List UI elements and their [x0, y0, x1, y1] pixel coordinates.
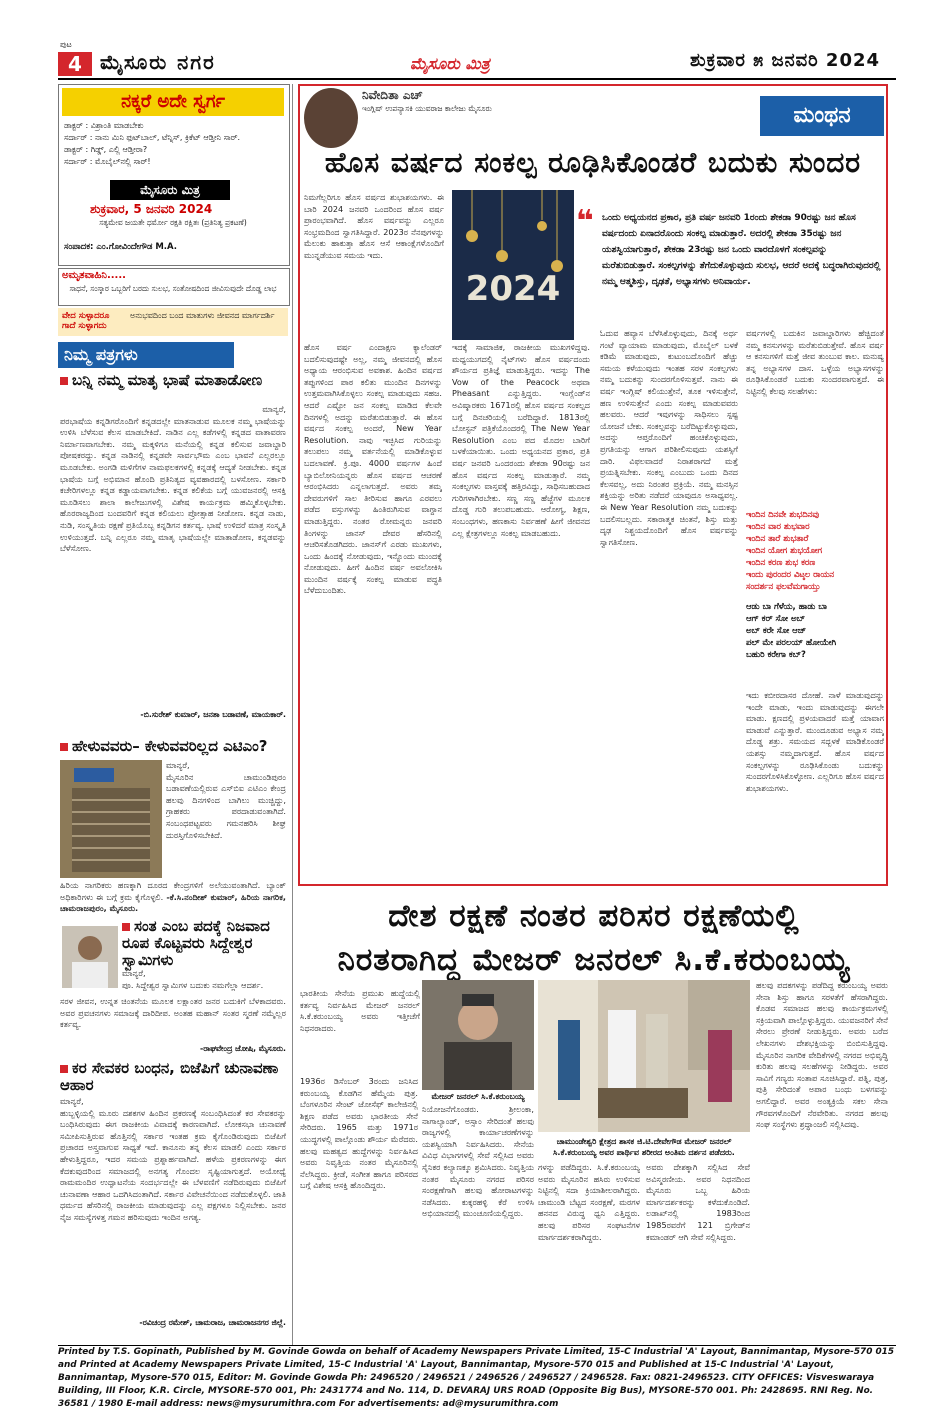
letter-1-body: ಮಾನ್ಯರೆ, ಪರಭಾಷೆಯ ಕನ್ನಡಿಗರೊಂದಿಗೆ ಕನ್ನಡದಲ್ಲೇ ಮಾತನಾಡುವ ಮೂಲಕ ನಮ್ಮ ಭಾಷೆಯನ್ನು ಉಳಿಸಿ ಬೆಳೆಸುವ ಕೆಲಸ ಮಾಡಬೇಕಿದೆ. ನಾಡಿನ ಎಲ್ಲ ಕಡೆಗಳಲ್ಲಿ ಕನ್ನಡದ ವಾತಾವರಣ ನಿರ್ಮಾಣವಾಗಬೇಕು. ನಮ್ಮ ಮಕ್ಕಳಿಗೂ ಮನೆಯಲ್ಲಿ ಕನ್ನಡ ಕಲಿಸುವ ಜವಾಬ್ದಾರಿ ಪೋಷಕರದ್ದು. ಕನ್ನಡ ನಾಡಿನಲ್ಲಿ ಕನ್ನಡವೇ ಸಾರ್ವಭೌಮ ಎಂಬ ಭಾವನೆ ಎಲ್ಲರಲ್ಲೂ ಮೂಡಬೇಕು. ಅಂಗಡಿ ಮಳಿಗೆಗಳ ನಾಮಫಲಕಗಳಲ್ಲಿ ಕನ್ನಡಕ್ಕೆ ಆದ್ಯತೆ ನೀಡಬೇಕು. ಕನ್ನಡ ಭಾಷೆಯ ಬಗ್ಗೆ ಅಭಿಮಾನ ಹೊಂದಿ ಪ್ರತಿನಿತ್ಯದ ವ್ಯವಹಾರದಲ್ಲಿ ಬಳಸೋಣ. ಸರ್ಕಾರಿ ಕಚೇರಿಗಳಲ್ಲೂ ಕನ್ನಡ ಕಡ್ಡಾಯವಾಗಬೇಕು. ಕನ್ನಡ ಕಲಿಕೆಯ ಬಗ್ಗೆ ಯುವಜನರಲ್ಲಿ ಆಸಕ್ತಿ ಮೂಡಿಸಲು ಶಾಲಾ ಕಾಲೇಜುಗಳಲ್ಲಿ ವಿಶೇಷ ಕಾರ್ಯಕ್ರಮ ಹಮ್ಮಿಕೊಳ್ಳಬೇಕು. ಹೊರರಾಜ್ಯದಿಂದ ಬಂದವರಿಗೆ ಕನ್ನಡ ಕಲಿಯಲು ಪ್ರೋತ್ಸಾಹ ನೀಡೋಣ. ಕನ್ನಡ ನಾಡು, ನುಡಿ, ಸಂಸ್ಕೃತಿಯ ರಕ್ಷಣೆ ಪ್ರತಿಯೊಬ್ಬ ಕನ್ನಡಿಗನ ಕರ್ತವ್ಯ. ಭಾಷೆ ಉಳಿದರೆ ಮಾತ್ರ ಸಂಸ್ಕೃತಿ ಉಳಿಯುತ್ತದೆ. ಬನ್ನಿ ಎಲ್ಲರೂ ನಮ್ಮ ಮಾತೃ ಭಾಷೆಯಲ್ಲೇ ಮಾತಾಡೋಣ, ಕನ್ನಡವನ್ನು ಬೆಳೆಸೋಣ. [60, 404, 286, 554]
quote-icon: ❝ [576, 204, 594, 239]
page-section-label: ಮೈಸೂರು ನಗರ [100, 50, 216, 74]
manthana-headline: ಹೊಸ ವರ್ಷದ ಸಂಕಲ್ಪ ರೂಢಿಸಿಕೊಂಡರೆ ಬದುಕು ಸುಂದರ [324, 146, 862, 179]
bullet-icon [122, 923, 130, 931]
poem-line: ಪಲ್ ಮೇ ಪರಲಯ್ ಹೋಯೇಗಿ [746, 637, 837, 647]
poem-line: ಆಗ್ ಕರ್ ಸೋ ಅಬ್ [746, 613, 805, 623]
karumbaiah-col-e: ಹಲವು ಪದಕಗಳನ್ನು ಪಡೆದಿದ್ದ ಕರುಂಬಯ್ಯ ಅವರು ಸೇನಾ ಶಿಸ್ತು ಹಾಗೂ ಸರಳತೆಗೆ ಹೆಸರಾಗಿದ್ದರು. ಕೊಡವ ಸಮಾಜದ ಹಲವು ಕಾರ್ಯಕ್ರಮಗಳಲ್ಲಿ ಸಕ್ರಿಯವಾಗಿ ಪಾಲ್ಗೊಳ್ಳುತ್ತಿದ್ದರು. ಯುವಜನರಿಗೆ ಸೇನೆ ಸೇರಲು ಪ್ರೇರಣೆ ನೀಡುತ್ತಿದ್ದರು. ಅವರು ಬರೆದ ಲೇಖನಗಳು ದೇಶಭಕ್ತಿಯನ್ನು ಬಿಂಬಿಸುತ್ತಿದ್ದವು. ಮೈಸೂರಿನ ನಾಗರಿಕ ವೇದಿಕೆಗಳಲ್ಲಿ ನಗರದ ಅಭಿವೃದ್ಧಿ ಕುರಿತು ಹಲವು ಸಲಹೆಗಳನ್ನು ನೀಡಿದ್ದರು. ಅವರ ಸಾವಿಗೆ ಗಣ್ಯರು ಸಂತಾಪ ಸೂಚಿಸಿದ್ದಾರೆ. ಪತ್ನಿ, ಪುತ್ರ, ಪುತ್ರಿ ಸೇರಿದಂತೆ ಅಪಾರ ಬಂಧು ಬಳಗವನ್ನು ಅಗಲಿದ್ದಾರೆ. ಅವರ ಅಂತ್ಯಕ್ರಿಯೆ ಸಕಲ ಸೇನಾ ಗೌರವಗಳೊಂದಿಗೆ ನೆರವೇರಿತು. ನಗರದ ಹಲವು ಸಂಘ ಸಂಸ್ಥೆಗಳು ಶ್ರದ್ಧಾಂಜಲಿ ಸಲ್ಲಿಸಿದವು. [756, 980, 888, 1130]
amrutha-text: ಸಾಧನೆ, ಸಂಸ್ಕಾರ ಒಬ್ಬರಿಗೆ ಬರದು ಸುಲಭ, ಸಂತೋಷದಿಂದ ಜೀವಿಸುವುದೇ ದೊಡ್ಡ ಲಾಭ [69, 284, 277, 293]
karumbaiah-col-d: ಅವರು ದೇಶಕ್ಕಾಗಿ ಸಲ್ಲಿಸಿದ ಸೇವೆ ಅವಿಸ್ಮರಣೀಯ. ಅವರ ನಿಧನದಿಂದ ಮೈಸೂರು ಒಬ್ಬ ಹಿರಿಯ ಮಾರ್ಗದರ್ಶಕರನ್ನು ಕಳೆದುಕೊಂಡಿದೆ. ಲಡಾಖ್‌ನಲ್ಲಿ 1983ರಿಂದ 1985ರವರೆಗೆ 121 ಬ್ರಿಗೇಡ್‌ನ ಕಮಾಂಡರ್ ಆಗಿ ಸೇವೆ ಸಲ್ಲಿಸಿದ್ದರು. [646, 1162, 750, 1242]
bullet-icon [60, 377, 68, 385]
manthana-col-2: ಇದಕ್ಕೆ ಸಾಮಾಜಿಕ, ರಾಜಕೀಯ ಮುಖಗಳಿದ್ದವು. ಮಧ್ಯಯುಗದಲ್ಲಿ ನೈಟ್‌ಗಳು ಹೊಸ ವರ್ಷದಂದು ಶೌರ್ಯದ ಪ್ರತಿಜ್ಞೆ ಮಾಡುತ್ತಿದ್ದರು. ಇದನ್ನು The Vow of the Peacock ಅಥವಾ Pheasant ಎನ್ನುತ್ತಿದ್ದರು. ಇಂಗ್ಲೆಂಡ್‌ನ ಅವಿಷ್ಕಾರಕರು 1671ರಲ್ಲಿ ಹೊಸ ವರ್ಷದ ಸಂಕಲ್ಪದ ಬಗ್ಗೆ ದಿನಚರಿಯಲ್ಲಿ ಬರೆದಿದ್ದಾರೆ. 1813ರಲ್ಲಿ ಬೋಸ್ಟನ್ ಪತ್ರಿಕೆಯೊಂದರಲ್ಲಿ The New Year Resolution ಎಂಬ ಪದ ಮೊದಲ ಬಾರಿಗೆ ಬಳಕೆಯಾಯಿತು. ಒಂದು ಅಧ್ಯಯನದ ಪ್ರಕಾರ, ಪ್ರತಿ ವರ್ಷ ಜನವರಿ ಒಂದರಂದು ಶೇಕಡಾ 90ರಷ್ಟು ಜನ ಹೊಸ ವರ್ಷದ ಸಂಕಲ್ಪ ಮಾಡುತ್ತಾರೆ. ನಮ್ಮ ಸಂಕಲ್ಪಗಳು ವಾಸ್ತವಕ್ಕೆ ಹತ್ತಿರವಿದ್ದು, ಸಾಧಿಸಬಹುದಾದ ಗುರಿಗಳಾಗಿರಬೇಕು. ಸಣ್ಣ ಸಣ್ಣ ಹೆಜ್ಜೆಗಳ ಮೂಲಕ ದೊಡ್ಡ ಗುರಿ ತಲುಪಬಹುದು. ಆರೋಗ್ಯ, ಶಿಕ್ಷಣ, ಸಂಬಂಧಗಳು, ಹಣಕಾಸು ನಿರ್ವಹಣೆ ಹೀಗೆ ಜೀವನದ ಎಲ್ಲ ಕ್ಷೇತ್ರಗಳಲ್ಲೂ ಸಂಕಲ್ಪ ಮಾಡಬಹುದು. [452, 342, 590, 538]
manthana-col-1-top: ನಿಮಗೆಲ್ಲರಿಗೂ ಹೊಸ ವರ್ಷದ ಶುಭಾಶಯಗಳು. ಈ ಬಾರಿ 2024 ಜನವರಿ ಒಂದರಿಂದ ಹೊಸ ವರ್ಷ ಪ್ರಾರಂಭವಾಗಿದೆ. ಹೊಸ ವರ್ಷವನ್ನು ಎಲ್ಲರೂ ಸಂಭ್ರಮದಿಂದ ಸ್ವಾಗತಿಸಿದ್ದಾರೆ. 2023ರ ನೆನಪುಗಳನ್ನು ಮೆಲುಕು ಹಾಕುತ್ತಾ ಹೊಸ ಆಸೆ ಆಕಾಂಕ್ಷೆಗಳೊಂದಿಗೆ ಮುನ್ನಡೆಯುವ ಸಮಯ ಇದು. [304, 192, 444, 260]
manthana-col-4: ವರ್ಷಗಳಲ್ಲಿ ಬದುಕಿನ ಜವಾಬ್ದಾರಿಗಳು ಹೆಚ್ಚಿದಂತೆ ನಮ್ಮ ಕನಸುಗಳನ್ನು ಮರೆತುಬಿಡುತ್ತೇವೆ. ಹೊಸ ವರ್ಷ ಆ ಕನಸುಗಳಿಗೆ ಮತ್ತೆ ಜೀವ ತುಂಬುವ ಕಾಲ. ಮನುಷ್ಯ ತನ್ನ ಅಭ್ಯಾಸಗಳ ದಾಸ. ಒಳ್ಳೆಯ ಅಭ್ಯಾಸಗಳನ್ನು ರೂಢಿಸಿಕೊಂಡರೆ ಬದುಕು ಸುಂದರವಾಗುತ್ತದೆ. ಈ ನಿಟ್ಟಿನಲ್ಲಿ ಕೆಲವು ಸಲಹೆಗಳು: [746, 328, 884, 396]
karumbaiah-col-c: ಗಳನ್ನು ಪಡೆದಿದ್ದರು. ಸಿ.ಕೆ.ಕರುಂಬಯ್ಯ ಅವರು ಮೈಸೂರಿನ ಹಸಿರು ಉಳಿಸುವ ನಿಟ್ಟಿನಲ್ಲಿ ಸದಾ ಕ್ರಿಯಾಶೀಲರಾಗಿದ್ದರು. ಚಾಮುಂಡಿ ಬೆಟ್ಟದ ಸಂರಕ್ಷಣೆ, ಮರಗಳ ಹನನದ ವಿರುದ್ಧ ಧ್ವನಿ ಎತ್ತಿದ್ದರು. ಹಲವು ಪರಿಸರ ಸಂಘಟನೆಗಳ ಮಾರ್ಗದರ್ಶಕರಾಗಿದ್ದರು. [538, 1162, 640, 1242]
issue-info: ಸತ್ಯಮೇವ ಜಯತೇ ಧರ್ಮೋ ರಕ್ಷತಿ ರಕ್ಷಿತಃ (ಪ್ರತಿನಿತ್ಯ ಪ್ರಕಟಣೆ) [99, 218, 247, 227]
manthana-col-3: ಓದುವ ಹವ್ಯಾಸ ಬೆಳೆಸಿಕೊಳ್ಳುವುದು, ದಿನಕ್ಕೆ ಅರ್ಧ ಗಂಟೆ ವ್ಯಾಯಾಮ ಮಾಡುವುದು, ಮೊಬೈಲ್ ಬಳಕೆ ಕಡಿಮೆ ಮಾಡುವುದು, ಕುಟುಂಬದೊಂದಿಗೆ ಹೆಚ್ಚು ಸಮಯ ಕಳೆಯುವುದು ಇಂತಹ ಸರಳ ಸಂಕಲ್ಪಗಳು ನಮ್ಮ ಬದುಕನ್ನು ಸುಂದರಗೊಳಿಸುತ್ತವೆ. ನಾನು ಈ ವರ್ಷ ಇಂಗ್ಲಿಷ್ ಕಲಿಯುತ್ತೇನೆ, ತೂಕ ಇಳಿಸುತ್ತೇನೆ, ಹಣ ಉಳಿಸುತ್ತೇನೆ ಎಂದು ಸಂಕಲ್ಪ ಮಾಡುವವರು ಹಲವರು. ಆದರೆ ಇವುಗಳನ್ನು ಸಾಧಿಸಲು ಸ್ಪಷ್ಟ ಯೋಜನೆ ಬೇಕು. ಸಂಕಲ್ಪವನ್ನು ಬರೆದಿಟ್ಟುಕೊಳ್ಳುವುದು, ಅದನ್ನು ಆಪ್ತರೊಂದಿಗೆ ಹಂಚಿಕೊಳ್ಳುವುದು, ಪ್ರಗತಿಯನ್ನು ಆಗಾಗ ಪರಿಶೀಲಿಸುವುದು ಯಶಸ್ಸಿಗೆ ದಾರಿ. ವಿಫಲವಾದರೆ ನಿರಾಶರಾಗದೆ ಮತ್ತೆ ಪ್ರಯತ್ನಿಸಬೇಕು. ಸಂಕಲ್ಪ ಎಂಬುದು ಒಂದು ದಿನದ ಕೆಲಸವಲ್ಲ, ಅದು ನಿರಂತರ ಪ್ರಕ್ರಿಯೆ. ನಮ್ಮ ಮನಸ್ಸಿನ ಶಕ್ತಿಯನ್ನು ಅರಿತು ನಡೆದರೆ ಯಾವುದೂ ಅಸಾಧ್ಯವಲ್ಲ. ಈ New Year Resolution ನಮ್ಮ ಬದುಕನ್ನು ಬದಲಿಸಬಲ್ಲದು. ಸಕಾರಾತ್ಮಕ ಚಿಂತನೆ, ಶಿಸ್ತು ಮತ್ತು ದೃಢ ನಿಶ್ಚಯದೊಂದಿಗೆ ಹೊಸ ವರ್ಷವನ್ನು ಸ್ವಾಗತಿಸೋಣ. [600, 328, 738, 547]
tribute-photo [538, 980, 750, 1132]
karumbaiah-headline: ದೇಶ ರಕ್ಷಣೆ ನಂತರ ಪರಿಸರ ರಕ್ಷಣೆಯಲ್ಲಿ ನಿರತರಾಗಿದ್ದ ಮೇಜರ್ ಜನರಲ್ ಸಿ.ಕೆ.ಕರುಂಬಯ್ಯ [337, 898, 851, 978]
editor-name: ಸಂಪಾದಕ: ಎಂ.ಗೋವಿಂದೇಗೌಡ M.A. [64, 242, 177, 252]
manthana-badge: ಮಂಥನ [760, 96, 884, 136]
letter-2-body: ಮಾನ್ಯರೆ, ಮೈಸೂರಿನ ಚಾಮುಂಡಿಪುರಂ ಬಡಾವಣೆಯಲ್ಲಿರುವ ಎಸ್‌ಬಿಐ ಎಟಿಎಂ ಕೇಂದ್ರ ಹಲವು ದಿನಗಳಿಂದ ಬಾಗಿಲು ಮುಚ್ಚಿದ್ದು, ಗ್ರಾಹಕರು ಪರದಾಡುವಂತಾಗಿದೆ. ಸಂಬಂಧಪಟ್ಟವರು ಗಮನಹರಿಸಿ ಶೀಘ್ರ ದುರಸ್ತಿಗೊಳಿಸಬೇಕಿದೆ. [166, 760, 286, 840]
atm-photo [60, 760, 162, 878]
manthana-col-1: ಹೊಸ ವರ್ಷ ಎಂದಾಕ್ಷಣ ಕ್ಯಾಲೆಂಡರ್ ಬದಲಿಸುವುದಷ್ಟೇ ಅಲ್ಲ, ನಮ್ಮ ಜೀವನದಲ್ಲಿ ಹೊಸ ಅಧ್ಯಾಯ ಆರಂಭಿಸುವ ಅವಕಾಶ. ಹಿಂದಿನ ವರ್ಷದ ತಪ್ಪುಗಳಿಂದ ಪಾಠ ಕಲಿತು ಮುಂದಿನ ದಿನಗಳನ್ನು ಉತ್ತಮವಾಗಿಸಿಕೊಳ್ಳಲು ಸಂಕಲ್ಪ ಮಾಡುವುದು ಸಹಜ. ಆದರೆ ಎಷ್ಟೋ ಜನ ಸಂಕಲ್ಪ ಮಾಡಿದ ಕೆಲವೇ ದಿನಗಳಲ್ಲಿ ಅದನ್ನು ಮರೆತುಬಿಡುತ್ತಾರೆ. ಈ ಹೊಸ ವರ್ಷದ ಸಂಕಲ್ಪ ಅಂದರೆ, New Year Resolution. ನಾವು ಇಚ್ಛಿಸಿದ ಗುರಿಯನ್ನು ತಲುಪಲು ನಮ್ಮ ವರ್ತನೆಯಲ್ಲಿ ಮಾಡಿಕೊಳ್ಳುವ ಬದಲಾವಣೆ. ಕ್ರಿ.ಪೂ. 4000 ವರ್ಷಗಳ ಹಿಂದೆ ಬ್ಯಾಬಿಲೋನಿಯನ್ನರು ಹೊಸ ವರ್ಷದ ಆಚರಣೆ ಆರಂಭಿಸಿದರು ಎನ್ನಲಾಗುತ್ತದೆ. ಅವರು ತಮ್ಮ ದೇವರುಗಳಿಗೆ ಸಾಲ ತೀರಿಸುವ ಹಾಗೂ ಎರವಲು ಪಡೆದ ವಸ್ತುಗಳನ್ನು ಹಿಂತಿರುಗಿಸುವ ವಾಗ್ದಾನ ಮಾಡುತ್ತಿದ್ದರು. ನಂತರ ರೋಮನ್ನರು ಜನವರಿ ತಿಂಗಳನ್ನು ಜಾನಸ್ ದೇವರ ಹೆಸರಿನಲ್ಲಿ ಆಚರಿಸತೊಡಗಿದರು. ಜಾನಸ್‌ಗೆ ಎರಡು ಮುಖಗಳು, ಒಂದು ಹಿಂದಕ್ಕೆ ನೋಡುವುದು, ಇನ್ನೊಂದು ಮುಂದಕ್ಕೆ ನೋಡುವುದು. ಹೀಗೆ ಹಿಂದಿನ ವರ್ಷ ಅವಲೋಕಿಸಿ ಮುಂದಿನ ವರ್ಷಕ್ಕೆ ಸಂಕಲ್ಪ ಮಾಡುವ ಪದ್ಧತಿ ಬೆಳೆದುಬಂದಿತು. [304, 342, 442, 596]
new-year-illustration [452, 190, 574, 340]
masthead-small: ಮೈಸೂರು ಮಿತ್ರ [110, 180, 230, 200]
red-line: ಇಂದಿನ ಕರಣ ಶುಭ ಕರಣ [746, 557, 816, 567]
amrutha-title: ಅಮೃತವಾಹಿನಿ..... [62, 270, 126, 281]
proverb-right: ಅನುಭವದಿಂದ ಬಂದ ಮಾತುಗಳು ಜೀವನದ ಮಾರ್ಗದರ್ಶಿ [130, 311, 275, 320]
year-text: 2024 [465, 269, 561, 309]
masthead: ಮೈಸೂರು ಮಿತ್ರ [410, 54, 490, 73]
joke-line: ಡಾಕ್ಟರ್ : ಗಿಡ್ಡ್, ಎಲ್ಲಿ ಆಡ್ತೀರಾ? [64, 145, 148, 154]
red-line: ಇಂದಿನ ತಾರೆ ಶುಭತಾರೆ [746, 533, 809, 543]
karumbaiah-intro: ಭಾರತೀಯ ಸೇನೆಯ ಪ್ರಮುಖ ಹುದ್ದೆಯಲ್ಲಿ ಕರ್ತವ್ಯ ನಿರ್ವಹಿಸಿದ ಮೇಜರ್ ಜನರಲ್ ಸಿ.ಕೆ.ಕರುಂಬಯ್ಯ ಅವರು ಇತ್ತೀಚೆಗೆ ನಿಧನರಾದರು. [300, 988, 420, 1033]
karumbaiah-col-a: 1936ರ ಡಿಸೆಂಬರ್ 3ರಂದು ಜನಿಸಿದ ಕರುಂಬಯ್ಯ ಕೊಡಗಿನ ಹೆಮ್ಮೆಯ ಪುತ್ರ. ಬೆಂಗಳೂರಿನ ಸೇಂಟ್ ಜೋಸೆಫ್ ಕಾಲೇಜಿನಲ್ಲಿ ಶಿಕ್ಷಣ ಪಡೆದ ಅವರು ಭಾರತೀಯ ಸೇನೆ ಸೇರಿದರು. 1965 ಮತ್ತು 1971ರ ಯುದ್ಧಗಳಲ್ಲಿ ಪಾಲ್ಗೊಂಡು ಶೌರ್ಯ ಮೆರೆದರು. ಹಲವು ಮಹತ್ವದ ಹುದ್ದೆಗಳನ್ನು ನಿರ್ವಹಿಸಿದ ಅವರು ನಿವೃತ್ತಿಯ ನಂತರ ಮೈಸೂರಿನಲ್ಲಿ ನೆಲೆಸಿದ್ದರು. ಕ್ರೀಡೆ, ಸಂಗೀತ ಹಾಗೂ ಪರಿಸರದ ಬಗ್ಗೆ ವಿಶೇಷ ಆಸಕ್ತಿ ಹೊಂದಿದ್ದರು. [300, 1076, 418, 1191]
letter-4-signature: -ರವಿಚಂದ್ರ ರಮೇಶ್, ಚಾಮರಾಜ, ಚಾಮರಾಜನಗರ ಜಿಲ್ಲೆ. [139, 1318, 286, 1327]
karumbaiah-col-b: ನಿಯೋಜನೆಗೊಂಡರು. ಶ್ರೀಲಂಕಾ, ನಾಗಾಲ್ಯಾಂಡ್, ಅಸ್ಸಾಂ ಸೇರಿದಂತೆ ಹಲವು ರಾಜ್ಯಗಳಲ್ಲಿ ಕಾರ್ಯಾಚರಣೆಗಳನ್ನು ಯಶಸ್ವಿಯಾಗಿ ನಿರ್ವಹಿಸಿದರು. ಸೇನೆಯ ವಿವಿಧ ವಿಭಾಗಗಳಲ್ಲಿ ಸೇವೆ ಸಲ್ಲಿಸಿದ ಅವರು ಸೈನಿಕರ ಕಲ್ಯಾಣಕ್ಕೂ ಶ್ರಮಿಸಿದರು. ನಿವೃತ್ತಿಯ ನಂತರ ಮೈಸೂರು ನಗರದ ಪರಿಸರ ಸಂರಕ್ಷಣೆಗಾಗಿ ಹಲವು ಹೋರಾಟಗಳನ್ನು ನಡೆಸಿದರು. ಕುಕ್ಕರಹಳ್ಳಿ ಕೆರೆ ಉಳಿಸಿ ಅಭಿಯಾನದಲ್ಲಿ ಮುಂಚೂಣಿಯಲ್ಲಿದ್ದರು. [422, 1104, 534, 1219]
red-line: ಸಂದರ್ಶನ ಫಲವೆಮಗಾಯ್ತು [746, 581, 821, 591]
joke-line: ಡಾಕ್ಟರ್ : ವಿಶ್ರಾಂತಿ ಮಾಡಬೇಕು [64, 121, 144, 130]
author-name: ನಿವೇದಿತಾ ಎಚ್ [362, 88, 423, 102]
letter-3-body: ಸರಳ ಜೀವನ, ಉನ್ನತ ಚಿಂತನೆಯ ಮೂಲಕ ಲಕ್ಷಾಂತರ ಜನರ ಬದುಕಿಗೆ ಬೆಳಕಾದವರು. ಅವರ ಪ್ರವಚನಗಳು ಸಮಾಜಕ್ಕೆ ದಾರಿದೀಪ. ಅಂತಹ ಮಹಾನ್ ಸಂತರ ಸ್ಮರಣೆ ನಮ್ಮೆಲ್ಲರ ಕರ್ತವ್ಯ. [60, 996, 286, 1030]
letter-3-signature: -ರಾಘವೇಂದ್ರ ಜೋಷಿ, ಮೈಸೂರು. [199, 1044, 286, 1053]
author-photo [304, 88, 358, 148]
letter-2-body-cont: ಹಿರಿಯ ನಾಗರಿಕರು ಹಣಕ್ಕಾಗಿ ದೂರದ ಕೇಂದ್ರಗಳಿಗೆ ಅಲೆಯುವಂತಾಗಿದೆ. ಬ್ಯಾಂಕ್ ಅಧಿಕಾರಿಗಳು ಈ ಬಗ್ಗೆ ಕ್ರಮ ಕೈಗೊಳ್ಳಲಿ. -ಕೆ.ಸಿ.ನಂದೀಶ್ ಕುಮಾರ್, ಹಿರಿಯ ನಾಗರಿಕ, ಚಾಮರಾಜಪುರಂ, ಮೈಸೂರು. [60, 880, 286, 914]
letter-3-greeting: ಮಾನ್ಯರೆ, ಪೂ. ಸಿದ್ದೇಶ್ವರ ಸ್ವಾಮಿಗಳ ಬದುಕು ನಮಗೆಲ್ಲಾ ಆದರ್ಶ. [122, 968, 264, 990]
proverb-left: ವೇದ ಸುಳ್ಳಾದರೂ ಗಾದೆ ಸುಳ್ಳಾಗದು [62, 311, 110, 331]
purandara-lines [746, 508, 884, 592]
header-date: ಶುಕ್ರವಾರ ೫ ಜನವರಿ 2024 [690, 50, 881, 71]
page-number: 4 [58, 52, 92, 76]
letter-4-heading: ಕರ ಸೇವಕರ ಬಂಧನ, ಬಿಜೆಪಿಗೆ ಚುನಾವಣಾ ಆಹಾರ [60, 1059, 279, 1094]
red-line: ಇಂದಿನ ವಾರ ಶುಭವಾರ [746, 521, 810, 531]
red-line: ಇಂದಿನ ಯೋಗ ಶುಭಯೋಗ [746, 545, 823, 555]
bullet-icon [60, 743, 68, 751]
red-line: ಇಂದಿನ ದಿನವೇ ಶುಭದಿನವು [746, 509, 820, 519]
letters-section-header: ನಿಮ್ಮ ಪತ್ರಗಳು [58, 342, 234, 368]
manthana-col-4-bottom: ಇದು ಕಬೀರದಾಸರ ದೋಹೆ. ನಾಳೆ ಮಾಡುವುದನ್ನು ಇಂದೇ ಮಾಡು, ಇಂದು ಮಾಡುವುದನ್ನು ಈಗಲೇ ಮಾಡು. ಕ್ಷಣದಲ್ಲಿ ಪ್ರಳಯವಾದರೆ ಮತ್ತೆ ಯಾವಾಗ ಮಾಡುವೆ ಎನ್ನುತ್ತಾರೆ. ಮುಂದೂಡುವ ಅಭ್ಯಾಸ ನಮ್ಮ ದೊಡ್ಡ ಶತ್ರು. ಸಮಯದ ಸದ್ಬಳಕೆ ಮಾಡಿಕೊಂಡರೆ ಯಶಸ್ಸು ನಮ್ಮದಾಗುತ್ತದೆ. ಹೊಸ ವರ್ಷದ ಸಂಕಲ್ಪಗಳನ್ನು ರೂಢಿಸಿಕೊಂಡು ಬದುಕನ್ನು ಸುಂದರಗೊಳಿಸಿಕೊಳ್ಳೋಣ. ಎಲ್ಲರಿಗೂ ಹೊಸ ವರ್ಷದ ಶುಭಾಶಯಗಳು. [746, 690, 884, 793]
poem-line: ಅಬ್ ಕರೇ ಸೋ ಆಜ್ [746, 625, 807, 635]
joke-line: ಸರ್ದಾರ್ : ಮೊಬೈಲ್‌ನಲ್ಲಿ ಸಾರ್! [64, 157, 151, 166]
tribute-caption: ಚಾಮುಂಡೇಶ್ವರಿ ಕ್ಷೇತ್ರದ ಶಾಸಕ ಜಿ.ಟಿ.ದೇವೇಗೌಡ ಮೇಜರ್ ಜನರಲ್ ಸಿ.ಕೆ.ಕರುಂಬಯ್ಯ ಅವರ ಪಾರ್ಥಿವ ಶರೀರದ ಅಂತಿಮ ದರ್ಶನ ಪಡೆದರು. [553, 1137, 735, 1157]
page-prefix: ಪುಟ [60, 40, 72, 49]
bullet-icon [60, 1065, 68, 1073]
column-divider [292, 84, 293, 1346]
swamiji-photo [62, 926, 118, 988]
letter-4-body: ಮಾನ್ಯರೆ, ಹುಬ್ಬಳ್ಳಿಯಲ್ಲಿ ಮೂರು ದಶಕಗಳ ಹಿಂದಿನ ಪ್ರಕರಣಕ್ಕೆ ಸಂಬಂಧಿಸಿದಂತೆ ಕರ ಸೇವಕರನ್ನು ಬಂಧಿಸಿರುವುದು ಈಗ ರಾಜಕೀಯ ವಿವಾದಕ್ಕೆ ಕಾರಣವಾಗಿದೆ. ಲೋಕಸಭಾ ಚುನಾವಣೆ ಸಮೀಪಿಸುತ್ತಿರುವ ಹೊತ್ತಿನಲ್ಲಿ ಸರ್ಕಾರ ಇಂತಹ ಕ್ರಮ ಕೈಗೊಂಡಿರುವುದು ಬಿಜೆಪಿಗೆ ಪ್ರಚಾರದ ಅಸ್ತ್ರವಾಗುವ ಸಾಧ್ಯತೆ ಇದೆ. ಕಾನೂನು ತನ್ನ ಕೆಲಸ ಮಾಡಲಿ ಎಂದು ಸರ್ಕಾರ ಹೇಳುತ್ತಿದ್ದರೂ, ಇದರ ಸಮಯ ಪ್ರಶ್ನಾರ್ಹವಾಗಿದೆ. ಹಳೆಯ ಪ್ರಕರಣಗಳನ್ನು ಈಗ ಕೆದಕುವುದರಿಂದ ಸಮಾಜದಲ್ಲಿ ಅನಗತ್ಯ ಗೊಂದಲ ಸೃಷ್ಟಿಯಾಗುತ್ತದೆ. ಅಯೋಧ್ಯೆ ರಾಮಮಂದಿರ ಉದ್ಘಾಟನೆಯ ಸಂದರ್ಭದಲ್ಲೇ ಈ ಬೆಳವಣಿಗೆ ನಡೆದಿರುವುದು ಬಿಜೆಪಿಗೆ ಚುನಾವಣಾ ಆಹಾರ ಒದಗಿಸಿದಂತಾಗಿದೆ. ಸರ್ಕಾರ ವಿವೇಚನೆಯಿಂದ ನಡೆದುಕೊಳ್ಳಲಿ. ಜಾತಿ ಧರ್ಮದ ಹೆಸರಿನಲ್ಲಿ ರಾಜಕೀಯ ಮಾಡುವುದನ್ನು ಎಲ್ಲ ಪಕ್ಷಗಳೂ ನಿಲ್ಲಿಸಬೇಕು. ಜನರ ನೈಜ ಸಮಸ್ಯೆಗಳತ್ತ ಗಮನ ಹರಿಸುವುದು ಇಂದಿನ ಅಗತ್ಯ. [60, 1096, 286, 1222]
letter-3-heading: ಸಂತ ಎಂಬ ಪದಕ್ಕೆ ನಿಜವಾದ ರೂಪ ಕೊಟ್ಟವರು ಸಿದ್ದೇಶ್ವರ ಸ್ವಾಮಿಗಳು [122, 917, 270, 969]
poem-line: ಬಹುರಿ ಕರೇಗಾ ಕಬ್? [746, 649, 806, 659]
kabir-doha [746, 600, 884, 660]
joke-line: ಸರ್ದಾರ್ : ನಾನು ಮಿನಿ ಫುಟ್‌ಬಾಲ್, ಟೆನ್ನಿಸ್, ಕ್ರಿಕೆಟ್ ಆಡ್ತೀನಿ ಸಾರ್. [64, 133, 241, 142]
letter-1-heading: ಬನ್ನಿ ನಮ್ಮ ಮಾತೃ ಭಾಷೆ ಮಾತಾಡೋಣ [60, 372, 286, 389]
header-rule [58, 78, 896, 80]
pull-quote: ಒಂದು ಅಧ್ಯಯನದ ಪ್ರಕಾರ, ಪ್ರತಿ ವರ್ಷ ಜನವರಿ 1ರಂದು ಶೇಕಡಾ 90ರಷ್ಟು ಜನ ಹೊಸ ವರ್ಷದಂದು ಏನಾದರೊಂದು ಸಂಕಲ್ಪ ಮಾಡುತ್ತಾರೆ. ಅದರಲ್ಲಿ ಶೇಕಡಾ 35ರಷ್ಟು ಜನ ಯಶಸ್ವಿಯಾಗುತ್ತಾರೆ, ಶೇಕಡಾ 23ರಷ್ಟು ಜನ ಒಂದು ವಾರದೊಳಗೆ ಸಂಕಲ್ಪವನ್ನು ಮರೆತುಬಿಡುತ್ತಾರೆ. ಸಂಕಲ್ಪಗಳನ್ನು ತೆಗೆದುಕೊಳ್ಳುವುದು ಸುಲಭ, ಆದರೆ ಅದಕ್ಕೆ ಬದ್ಧರಾಗಿರುವುದರಲ್ಲಿ ನಮ್ಮ ಆತ್ಮಶಿಸ್ತು, ದೃಢತೆ, ಅಭ್ಯಾಸಗಳು ಅನಿವಾರ್ಯ. [602, 213, 881, 287]
red-line: ಇಂದು ಪುರಂದರ ವಿಟ್ಠಲ ರಾಯನ [746, 569, 835, 579]
nakkare-jokes [64, 120, 284, 168]
letter-1-signature: -ಬಿ.ಸುರೇಶ್‌ ಕುಮಾರ್, ಜನತಾ ಬಡಾವಣೆ, ಮಾಯಕಾರ್. [140, 710, 286, 719]
karumbaiah-photo [422, 980, 534, 1090]
issue-date: ಶುಕ್ರವಾರ, 5 ಜನವರಿ 2024 [90, 202, 213, 216]
poem-line: ಆಡು ಬಾ ಗೆಳೆಯ, ಹಾಡು ಬಾ [746, 601, 827, 611]
nakkare-title: ನಕ್ಕರೆ ಅದೇ ಸ್ವರ್ಗ [62, 88, 284, 116]
author-role: ಇಂಗ್ಲಿಷ್ ಉಪನ್ಯಾಸಕಿ ಯುವರಾಜ ಕಾಲೇಜು ಮೈಸೂರು [362, 104, 492, 113]
karumbaiah-caption: ಮೇಜರ್ ಜನರಲ್ ಸಿ.ಕೆ.ಕರುಂಬಯ್ಯ [431, 1092, 525, 1101]
imprint-footer: Printed by T.S. Gopinath, Published by M. Govinde Gowda on behalf of Academy Newspapers Private Limited, 15-C Industrial 'A' Layout, Bannimantap, Mysore-570 015 and Printed at Academy Newspapers Private Limited, 15-C Industrial 'A' Layout, Bannimantap, Mysore-570 015 and Published at 15-C Industrial 'A' Layout, Bannimantap, Mysore-570 015, Editor: M. Govinde Gowda Ph: 2496520 / 2496521 / 2496526 / 2496527 / 2496528. Fax: 0821-2496523. CITY OFFICES: Visveswaraya Building, III Floor, K.R. Circle, MYSORE-570 001, Ph: 2431774 and No. 114, D. DEVARAJ URS ROAD (Opposite Big Bus), MYSORE-570 001. Ph: 2428695. RNI Reg. No. 36581 / 1980 E-mail address: news@mysurumithra.com For advertisements: ad@mysurumithra.com [58, 1347, 895, 1409]
letter-2-heading: ಹೇಳುವವರು– ಕೇಳುವವರಿಲ್ಲದ ಎಟಿಎಂ? [60, 738, 286, 755]
